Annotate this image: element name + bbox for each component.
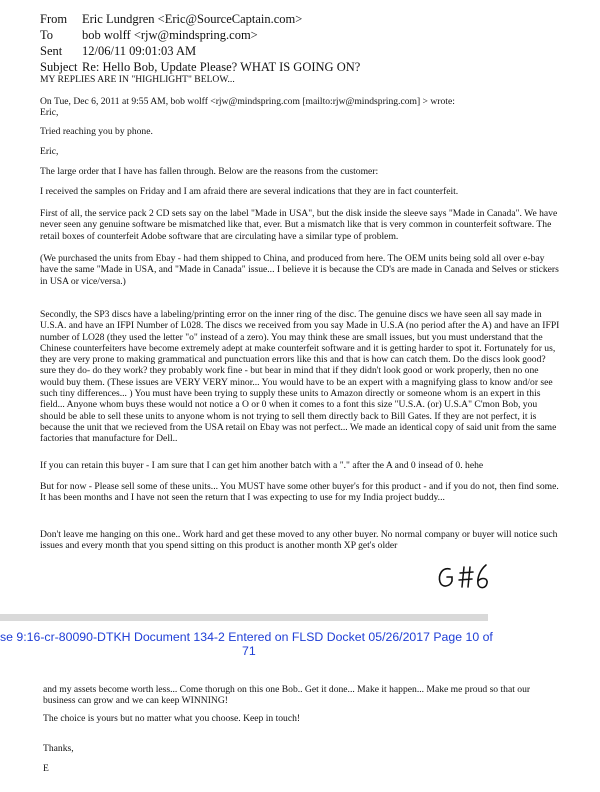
reply-note: MY REPLIES ARE IN "HIGHLIGHT" BELOW... bbox=[40, 74, 235, 85]
sent-row bbox=[40, 44, 196, 59]
paragraph-but-now: But for now - Please sell some of these units... You MUST have some other buyer's for this product - and if you do not, then find some. It has been months and I have not seen the return that I was expecting to use for my India project buddy... bbox=[40, 481, 559, 504]
to-row bbox=[40, 28, 258, 43]
closing-initial: E bbox=[43, 763, 49, 774]
paragraph-retain: If you can retain this buyer - I am sure that I can get him another batch with a "." after the A and 0 insead of 0. hehe bbox=[40, 460, 484, 471]
page-break-band bbox=[0, 614, 488, 621]
court-footer-line-1: se 9:16-cr-80090-DTKH Document 134-2 Entered on FLSD Docket 05/26/2017 Page 10 of bbox=[0, 630, 493, 644]
paragraph-dont-leave: Don't leave me hanging on this one.. Work hard and get these moved to any other buyer. No normal company or buyer will notice such issues and every month that you spend sitting on this product is another month XP get's older bbox=[40, 529, 558, 552]
quote-header: On Tue, Dec 6, 2011 at 9:55 AM, bob wolff <rjw@mindspring.com [mailto:rjw@mindspring.com] > wrote: bbox=[40, 96, 455, 107]
closing-thanks: Thanks, bbox=[43, 743, 74, 754]
paragraph-samples: I received the samples on Friday and I am afraid there are several indications that they are in fact counterfeit. bbox=[40, 186, 459, 197]
sent-value: 12/06/11 09:01:03 AM bbox=[82, 44, 197, 58]
paragraph-second: Secondly, the SP3 discs have a labeling/printing error on the inner ring of the disc. The genuine discs we have seen all say made in U.S.A. and have an IFPI Number of L028. The discs we received from you say Made in U.S.A (no period after the A) and have an IFPI number of LO28 (they used the letter "o" instead of a zero). You may think these are small issues, but you must understand that the Chinese counterfeiters have become extremely adept at make counterfeit software and it is getting harder to spot it. Fortunately for us, they are very prone to making grammatical and punctuation errors like this and that is how can catch them. Do the discs look good? sure they do- do they work? they probably work fine - but bear in mind that if they didn't look good or work properly, then no one would buy them. (These issues are VERY VERY minor... You would have to be an expert with a magnifying glass to know and/or see such tiny differences... ) You must have been trying to supply these units to Amazon directly or someone whom is an expert in this field... Anyone whom buys these would not notice a O or 0 when it comes to a font this size "U.S.A. (or) U.S.A" C'mon Bob, you should be able to sell these units to anyone whom is not trying to sell them directly back to Bill Gates. If they are not perfect, it is because the unit that we recieved from the USA retail on Ebay was not perfect... We made an identical copy of said unit from the same factories that manufacture for Dell.. bbox=[40, 309, 560, 445]
paragraph-choice: The choice is yours but no matter what you choose. Keep in touch! bbox=[43, 713, 301, 724]
subject-row bbox=[40, 60, 360, 75]
exhibit-mark-drawing bbox=[436, 562, 492, 592]
greeting-2: Eric, bbox=[40, 146, 59, 157]
greeting-1: Eric, bbox=[40, 107, 59, 118]
from-label: From bbox=[40, 12, 68, 26]
to-value: bob wolff <rjw@mindspring.com> bbox=[82, 28, 258, 42]
paragraph-first: First of all, the service pack 2 CD sets say on the label "Made in USA", but the disk inside the sleeve says "Made in Canada". We have never seen any genuine software be mismatched like that, ever. But a mismatch like that is very common in counterfeit software. The retail boxes of counterfeit Adobe software that are circulating have a similar type of problem. bbox=[40, 208, 558, 242]
from-row bbox=[40, 12, 302, 27]
line-phone: Tried reaching you by phone. bbox=[40, 126, 153, 137]
from-value: Eric Lundgren <Eric@SourceCaptain.com> bbox=[82, 12, 303, 26]
exhibit-mark-handwritten bbox=[436, 562, 492, 597]
subject-value: Re: Hello Bob, Update Please? WHAT IS GOING ON? bbox=[82, 60, 361, 74]
subject-label: Subject bbox=[40, 60, 78, 74]
paragraph-order: The large order that I have has fallen through. Below are the reasons from the customer: bbox=[40, 166, 379, 177]
court-footer-line-2: 71 bbox=[242, 644, 256, 658]
to-label: To bbox=[40, 28, 54, 42]
paragraph-reply-ebay: (We purchased the units from Ebay - had them shipped to China, and produced from here. The OEM units being sold all over e-bay have the same "Made in USA, and "Made in Canada" issue... I believe it is because the CD's are made in Canada and Selves or stickers in USA or vice/versa.) bbox=[40, 253, 559, 287]
paragraph-assets: and my assets become worth less... Come thorugh on this one Bob.. Get it done... Make it happen... Make me proud so that our business can grow and we can keep WINNING! bbox=[43, 684, 531, 707]
sent-label: Sent bbox=[40, 44, 63, 58]
